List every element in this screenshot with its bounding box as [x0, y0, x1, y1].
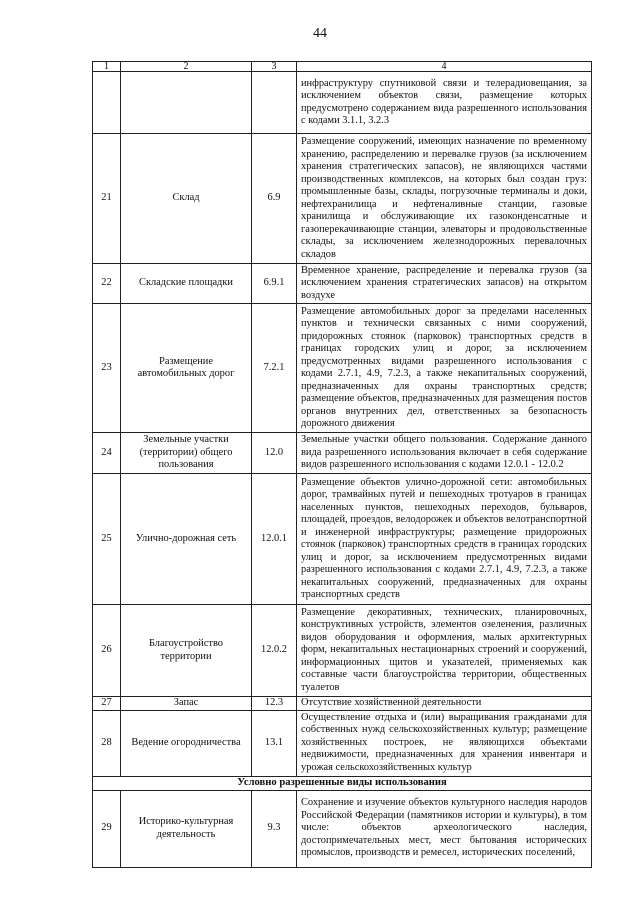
table-row — [93, 697, 592, 711]
use-type-name: Благоустройство территории — [121, 605, 252, 697]
table-row — [93, 605, 592, 697]
use-type-description: Размещение декоративных, технических, планировочных, конструктивных устройств, элементов озеленения, различных видов оборудования и оформления, малых архитектурных форм, некапитальных нестационарных строений и сооружений, информационных щитов и указателей, применяемых как составные части благоустройства территории, общественных туалетов — [297, 605, 592, 697]
column-number-header-row — [93, 62, 592, 72]
use-type-name: Складские площадки — [121, 264, 252, 304]
table-row — [93, 710, 592, 776]
row-number: 29 — [93, 790, 121, 867]
use-type-description: Земельные участки общего пользования. Содержание данного вида разрешенного использования включает в себя содержание видов разрешенного использования с кодами 12.0.1 - 12.0.2 — [297, 433, 592, 474]
row-number: 26 — [93, 605, 121, 697]
use-type-description: Размещение сооружений, имеющих назначение по временному хранению, распределению и перевалке грузов (за исключением хранения стратегических запасов), не являющихся частями производственных комплексов, на которых был создан груз: промышленные базы, склады, погрузочные терминалы и доки, нефтехранилища и нефтеналивные станции, газовые хранилища и обслуживающие их газоконденсатные и газоперекачивающие станции, элеваторы и продовольственные склады, за исключением железнодорожных перевалочных складов — [297, 134, 592, 264]
use-type-name: Склад — [121, 134, 252, 264]
row-number: 27 — [93, 697, 121, 711]
use-type-name: Ведение огородничества — [121, 710, 252, 776]
row-number: 24 — [93, 433, 121, 474]
table-row — [93, 304, 592, 433]
column-number-header: 2 — [121, 62, 252, 72]
section-header-row — [93, 776, 592, 790]
use-type-code: 12.0 — [252, 433, 297, 474]
use-type-description: Временное хранение, распределение и перевалка грузов (за исключением хранения стратегических запасов) на открытом воздухе — [297, 264, 592, 304]
row-number: 21 — [93, 134, 121, 264]
use-type-description: Размещение автомобильных дорог за пределами населенных пунктов и технически связанных с ними сооружений, придорожных стоянок (парковок) транспортных средств в границах городских улиц и дорог, за исключением предусмотренных видами разрешенного использования с кодами 2.7.1, 4.9, 7.2.3, а также некапитальных сооружений, предназначенных для охраны транспортных средств; размещение объектов, предназначенных для размещения постов органов внутренних дел, ответственных за безопасность дорожного движения — [297, 304, 592, 433]
use-type-description: Осуществление отдыха и (или) выращивания гражданами для собственных нужд сельскохозяйственных культур; размещение хозяйственных построек, не являющихся объектами недвижимости, предназначенных для хранения инвентаря и урожая сельскохозяйственных культур — [297, 710, 592, 776]
use-type-name: Улично-дорожная сеть — [121, 474, 252, 605]
table-row — [93, 790, 592, 867]
use-type-code: 13.1 — [252, 710, 297, 776]
use-type-name: Историко-культурная деятельность — [121, 790, 252, 867]
land-use-table — [92, 61, 592, 868]
use-type-code: 6.9.1 — [252, 264, 297, 304]
column-number-header: 1 — [93, 62, 121, 72]
column-number-header: 4 — [297, 62, 592, 72]
table-row — [93, 474, 592, 605]
table-row — [93, 134, 592, 264]
use-type-code: 9.3 — [252, 790, 297, 867]
section-title: Условно разрешенные виды использования — [93, 776, 592, 790]
use-type-name: Размещение автомобильных дорог — [121, 304, 252, 433]
use-type-description: Сохранение и изучение объектов культурного наследия народов Российской Федерации (памятников истории и культуры), в том числе: объектов археологического наследия, достопримечательных мест, мест бытования исторических промыслов, производств и ремесел, исторических поселений, — [297, 790, 592, 867]
table-row — [93, 433, 592, 474]
use-type-name: Запас — [121, 697, 252, 711]
use-type-code — [252, 72, 297, 134]
use-type-code: 6.9 — [252, 134, 297, 264]
use-type-code: 12.0.2 — [252, 605, 297, 697]
column-number-header: 3 — [252, 62, 297, 72]
use-type-description: Отсутствие хозяйственной деятельности — [297, 697, 592, 711]
row-number — [93, 72, 121, 134]
use-type-code: 12.0.1 — [252, 474, 297, 605]
use-type-code: 12.3 — [252, 697, 297, 711]
table-row — [93, 72, 592, 134]
use-type-description: инфраструктуру спутниковой связи и телерадиовещания, за исключением объектов связи, размещение которых предусмотрено содержанием вида разрешенного использования с кодами 3.1.1, 3.2.3 — [297, 72, 592, 134]
row-number: 23 — [93, 304, 121, 433]
page-number: 44 — [313, 26, 327, 41]
row-number: 28 — [93, 710, 121, 776]
use-type-description: Размещение объектов улично-дорожной сети: автомобильных дорог, трамвайных путей и пешеходных тротуаров в границах населенных пунктов, пешеходных переходов, бульваров, площадей, проездов, велодорожек и объектов велотранспортной и инженерной инфраструктуры; размещение придорожных стоянок (парковок) транспортных средств в границах городских улиц и дорог, за исключением предусмотренных видами разрешенного использования с кодами 2.7.1, 4.9, 7.2.3, а также некапитальных сооружений, предназначенных для охраны транспортных средств — [297, 474, 592, 605]
use-type-code: 7.2.1 — [252, 304, 297, 433]
row-number: 22 — [93, 264, 121, 304]
use-type-name — [121, 72, 252, 134]
use-type-name: Земельные участки (территории) общего пользования — [121, 433, 252, 474]
row-number: 25 — [93, 474, 121, 605]
table-row — [93, 264, 592, 304]
